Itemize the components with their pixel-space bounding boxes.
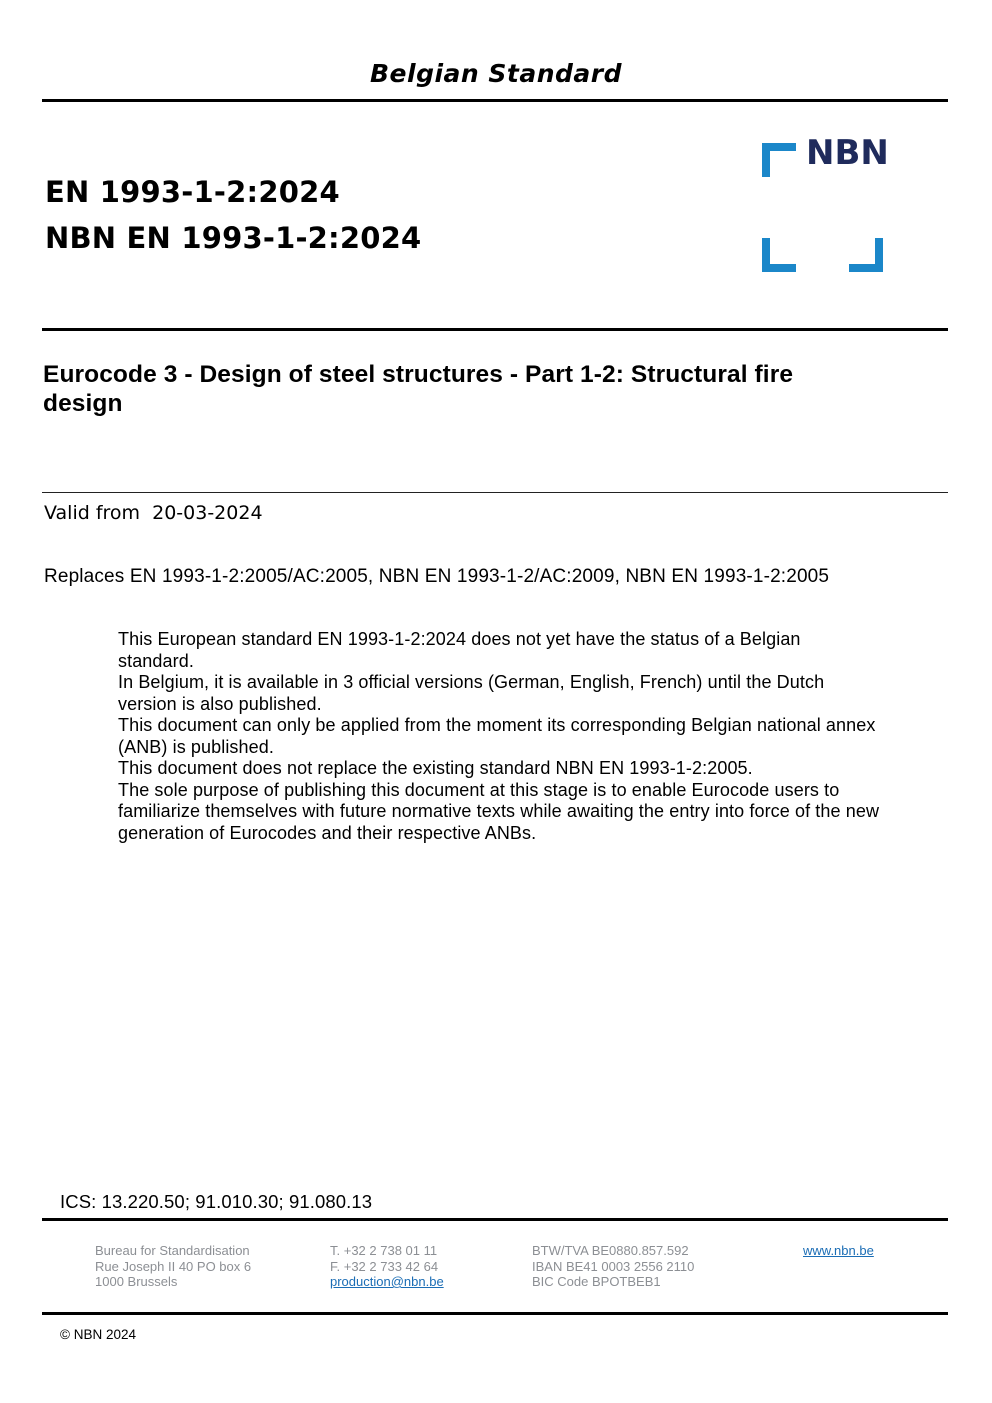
footer-org-name: Bureau for Standardisation xyxy=(95,1243,250,1258)
footer-address-block xyxy=(95,1243,251,1290)
footer-iban: IBAN BE41 0003 2556 2110 xyxy=(532,1258,695,1274)
notice-sentence: This European standard EN 1993-1-2:2024 does not yet have the status of a Belgian standard. xyxy=(118,629,801,671)
notice-sentence: This document can only be applied from the moment its corresponding Belgian national annex (ANB) is published. xyxy=(118,715,876,757)
valid-from-line: Valid from 20-03-2024 xyxy=(44,502,263,524)
standard-code-nbn: NBN EN 1993-1-2:2024 xyxy=(45,221,422,255)
footer-phone: T. +32 2 738 01 11 xyxy=(330,1243,438,1258)
footer-registration-block xyxy=(532,1243,694,1290)
validity-rule xyxy=(42,492,948,493)
status-notice xyxy=(118,629,880,844)
footer-city: 1000 Brussels xyxy=(95,1274,178,1289)
nbn-logo-text: NBN xyxy=(806,133,889,173)
nbn-logo xyxy=(762,133,889,264)
notice-sentence: This document does not replace the existing standard NBN EN 1993-1-2:2005. xyxy=(118,758,753,778)
copyright-rule xyxy=(42,1312,948,1315)
footer-email-link[interactable]: production@nbn.be xyxy=(330,1274,444,1289)
footer-street: Rue Joseph II 40 PO box 6 xyxy=(95,1258,252,1274)
logo-bracket-bottom-right-icon xyxy=(849,238,883,272)
logo-bracket-top-left-icon xyxy=(762,143,796,177)
replaces-line: Replaces EN 1993-1-2:2005/AC:2005, NBN EN 1993-1-2/AC:2009, NBN EN 1993-1-2:2005 xyxy=(44,566,830,587)
logo-bracket-bottom-left-icon xyxy=(762,238,796,272)
notice-sentence: In Belgium, it is available in 3 official versions (German, English, French) until the Dutch version is also published. xyxy=(118,672,825,714)
footer-bic: BIC Code BPOTBEB1 xyxy=(532,1274,661,1289)
footer-fax: F. +32 2 733 42 64 xyxy=(330,1258,439,1274)
notice-sentence: The sole purpose of publishing this document at this stage is to enable Eurocode users to familiarize themselves with future normative texts while awaiting the entry into force of the new generation of Eurocodes and their respective ANBs. xyxy=(118,779,880,843)
footer-vat: BTW/TVA BE0880.857.592 xyxy=(532,1243,689,1258)
footer-website-link[interactable]: www.nbn.be xyxy=(803,1243,874,1258)
title-rule xyxy=(42,328,948,331)
footer-contact-block xyxy=(330,1243,444,1290)
footer-rule xyxy=(42,1218,948,1221)
standard-code-en: EN 1993-1-2:2024 xyxy=(45,175,340,209)
page-title: Belgian Standard xyxy=(369,59,623,88)
footer-website-block xyxy=(803,1243,874,1259)
document-title: Eurocode 3 - Design of steel structures - Part 1-2: Structural fire design xyxy=(43,361,794,417)
header-rule xyxy=(42,99,948,102)
copyright-line: © NBN 2024 xyxy=(60,1327,136,1342)
ics-codes-line: ICS: 13.220.50; 91.010.30; 91.080.13 xyxy=(60,1191,373,1212)
